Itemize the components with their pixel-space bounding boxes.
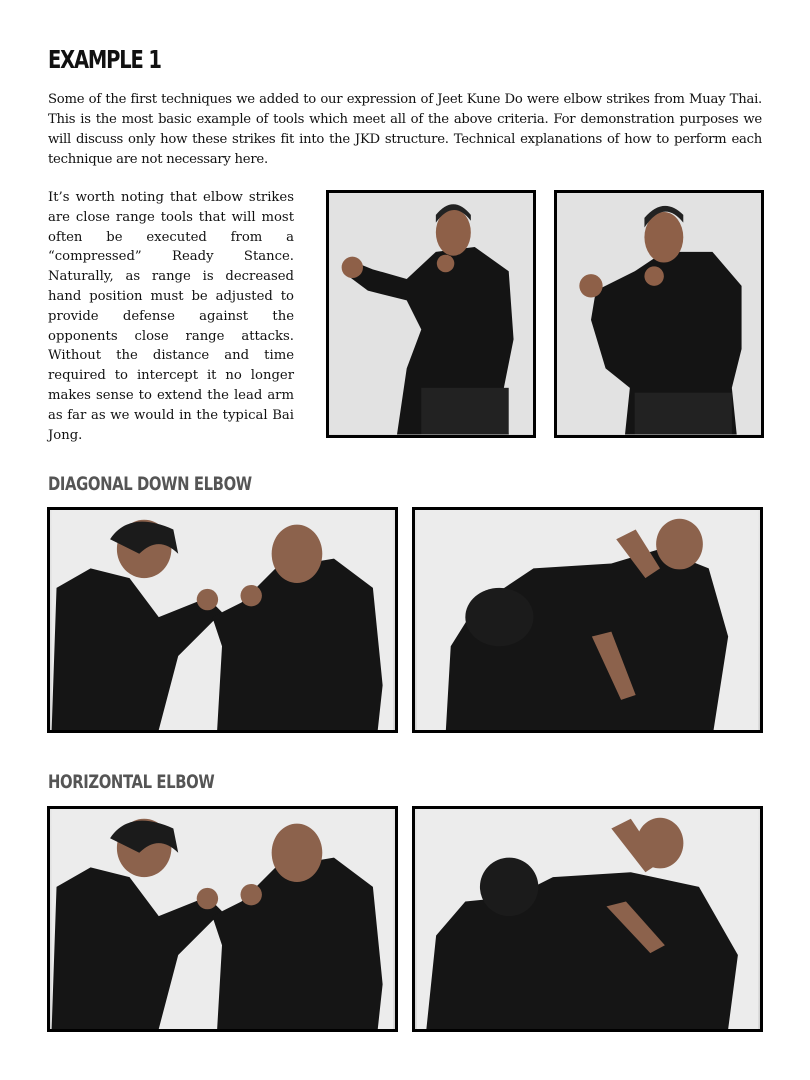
section-title: EXAMPLE 1	[48, 45, 161, 74]
photo-horizontal-elbow-strike	[412, 806, 763, 1032]
two-people-illustration	[415, 809, 760, 1029]
photo-diagonal-elbow-strike	[412, 507, 763, 733]
photo-diagonal-elbow-setup	[47, 507, 398, 733]
person-illustration	[329, 193, 533, 435]
two-people-illustration	[50, 510, 395, 730]
photo-compressed-stance	[554, 190, 764, 438]
ready-stance-note: It’s worth noting that elbow strikes are close range tools that will most often be executed from a “compressed” Ready Stance. Naturally, as range is decreased hand position must be adjusted to provide defense against the opponents close range attacks. Without the distance and time required to intercept it no longer makes sense to extend the lead arm as far as we would in the typical Bai Jong.	[48, 190, 294, 443]
photo-ready-stance	[326, 190, 536, 438]
person-illustration	[557, 193, 761, 435]
technique-title-horizontal-elbow: HORIZONTAL ELBOW	[48, 771, 215, 793]
photo-horizontal-elbow-setup	[47, 806, 398, 1032]
two-people-illustration	[50, 809, 395, 1029]
two-people-illustration	[415, 510, 760, 730]
technique-title-diagonal-down-elbow: DIAGONAL DOWN ELBOW	[48, 473, 252, 495]
intro-paragraph: Some of the first techniques we added to our expression of Jeet Kune Do were elbow strikes from Muay Thai. This is the most basic example of tools which meet all of the above criteria. For demonstration purposes we will discuss only how these strikes fit into the JKD structure. Technical explanations of how to perform each technique are not necessary here.	[48, 92, 762, 167]
